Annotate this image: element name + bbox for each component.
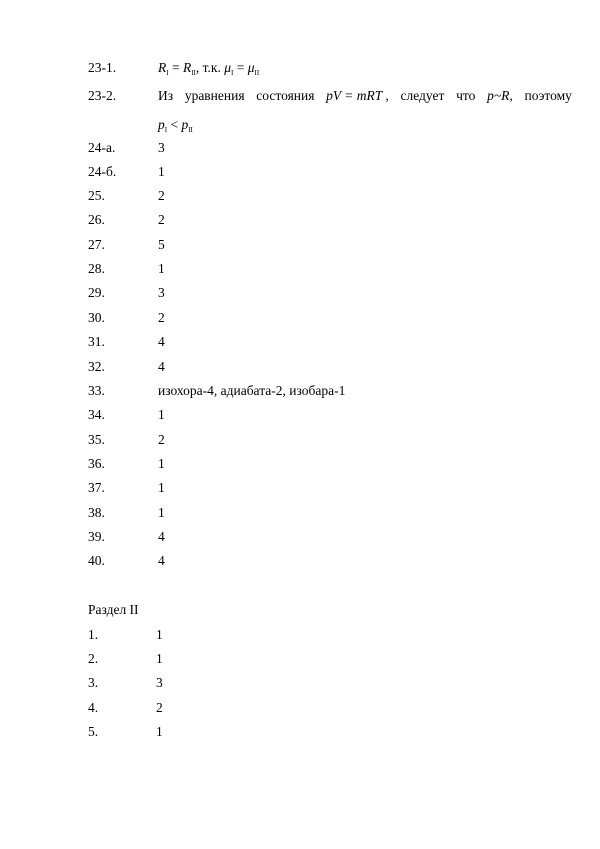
answer-row	[0, 527, 600, 547]
less-than-sign: <	[170, 117, 179, 132]
answer-value: 1	[156, 627, 163, 642]
answer-row	[0, 210, 600, 230]
question-number: 37.	[88, 480, 105, 495]
question-number: 23-1.	[88, 60, 117, 75]
answer-row	[0, 673, 600, 693]
answer-row	[0, 454, 600, 474]
answer-value: 4	[158, 553, 165, 568]
answer-value: 4	[158, 334, 165, 349]
question-number: 29.	[88, 285, 105, 300]
symbol-p: p	[181, 117, 189, 132]
question-number: 23-2.	[88, 88, 117, 103]
conjunction-text: , т.к.	[195, 60, 221, 75]
answer-row	[0, 722, 600, 742]
explanation-word: Из	[158, 88, 174, 103]
question-number: 39.	[88, 529, 105, 544]
symbol-r: R	[158, 60, 167, 75]
answer-value: 2	[158, 432, 165, 447]
answer-value: изохора-4, адиабата-2, изобара-1	[158, 383, 346, 398]
symbol-mu: μ	[247, 60, 255, 75]
explanation-word: следует	[400, 88, 445, 103]
answer-value: 1	[156, 651, 163, 666]
question-number: 38.	[88, 505, 105, 520]
equals-sign: =	[171, 60, 180, 75]
question-number: 31.	[88, 334, 105, 349]
explanation-word: состояния	[256, 88, 315, 103]
question-number: 40.	[88, 553, 105, 568]
answer-row	[0, 186, 600, 206]
answer-row-23-2	[0, 86, 600, 106]
answer-value: 5	[158, 237, 165, 252]
answer-row	[0, 649, 600, 669]
answer-row-23-1	[0, 58, 600, 78]
answer-row	[0, 503, 600, 523]
question-number: 24-а.	[88, 140, 116, 155]
answer-row	[0, 551, 600, 571]
answer-value: 1	[158, 505, 165, 520]
answer-formula	[158, 115, 193, 140]
symbol-r: R	[182, 60, 192, 75]
answer-formula	[158, 58, 259, 83]
answer-value: 4	[158, 529, 165, 544]
question-number: 24-б.	[88, 164, 117, 179]
answer-row	[0, 283, 600, 303]
question-number: 2.	[88, 651, 99, 666]
answer-value: 3	[158, 285, 165, 300]
question-number: 33.	[88, 383, 105, 398]
answer-row	[0, 308, 600, 328]
subscript-i: I	[166, 69, 169, 77]
answer-value: 2	[158, 188, 165, 203]
answer-row	[0, 405, 600, 425]
symbol-mu: μ	[224, 60, 231, 75]
answer-value: 2	[156, 700, 163, 715]
question-number: 4.	[88, 700, 99, 715]
question-number: 36.	[88, 456, 105, 471]
question-number: 35.	[88, 432, 105, 447]
subscript-i: I	[164, 126, 168, 134]
answer-row-23-2-conclusion	[0, 115, 600, 135]
answer-value: 2	[158, 310, 165, 325]
answer-row	[0, 381, 600, 401]
subscript-ii: II	[254, 69, 260, 77]
answer-value: 1	[156, 724, 163, 739]
answer-row	[0, 162, 600, 182]
answer-row	[0, 332, 600, 352]
answer-value: 1	[158, 456, 165, 471]
answer-value: 3	[158, 140, 165, 155]
equals-sign: =	[236, 60, 245, 75]
question-number: 25.	[88, 188, 105, 203]
answer-row	[0, 698, 600, 718]
subscript-i: I	[231, 69, 234, 77]
question-number: 27.	[88, 237, 105, 252]
proportionality: p~R,	[487, 88, 513, 103]
section-heading	[0, 600, 600, 620]
state-equation: pV = mRT ,	[326, 88, 389, 103]
answer-row	[0, 357, 600, 377]
explanation-word: уравнения	[184, 88, 245, 103]
answer-row	[0, 259, 600, 279]
answer-value: 2	[158, 212, 165, 227]
question-number: 28.	[88, 261, 105, 276]
answer-explanation	[158, 86, 572, 106]
answer-row	[0, 625, 600, 645]
answer-row	[0, 478, 600, 498]
section-title: Раздел II	[88, 602, 139, 617]
question-number: 32.	[88, 359, 105, 374]
question-number: 1.	[88, 627, 99, 642]
answer-row	[0, 138, 600, 158]
answer-value: 1	[158, 480, 165, 495]
question-number: 34.	[88, 407, 105, 422]
question-number: 3.	[88, 675, 99, 690]
symbol-p: p	[158, 117, 165, 132]
question-number: 30.	[88, 310, 105, 325]
answer-value: 1	[158, 261, 165, 276]
subscript-ii: II	[191, 69, 196, 77]
explanation-word: поэтому	[524, 88, 572, 103]
question-number: 5.	[88, 724, 99, 739]
answer-value: 4	[158, 359, 165, 374]
answer-row	[0, 430, 600, 450]
answer-row	[0, 235, 600, 255]
answer-value: 3	[156, 675, 163, 690]
answer-value: 1	[158, 407, 165, 422]
explanation-word: что	[456, 88, 476, 103]
subscript-ii: II	[188, 126, 193, 134]
question-number: 26.	[88, 212, 105, 227]
answer-value: 1	[158, 164, 165, 179]
